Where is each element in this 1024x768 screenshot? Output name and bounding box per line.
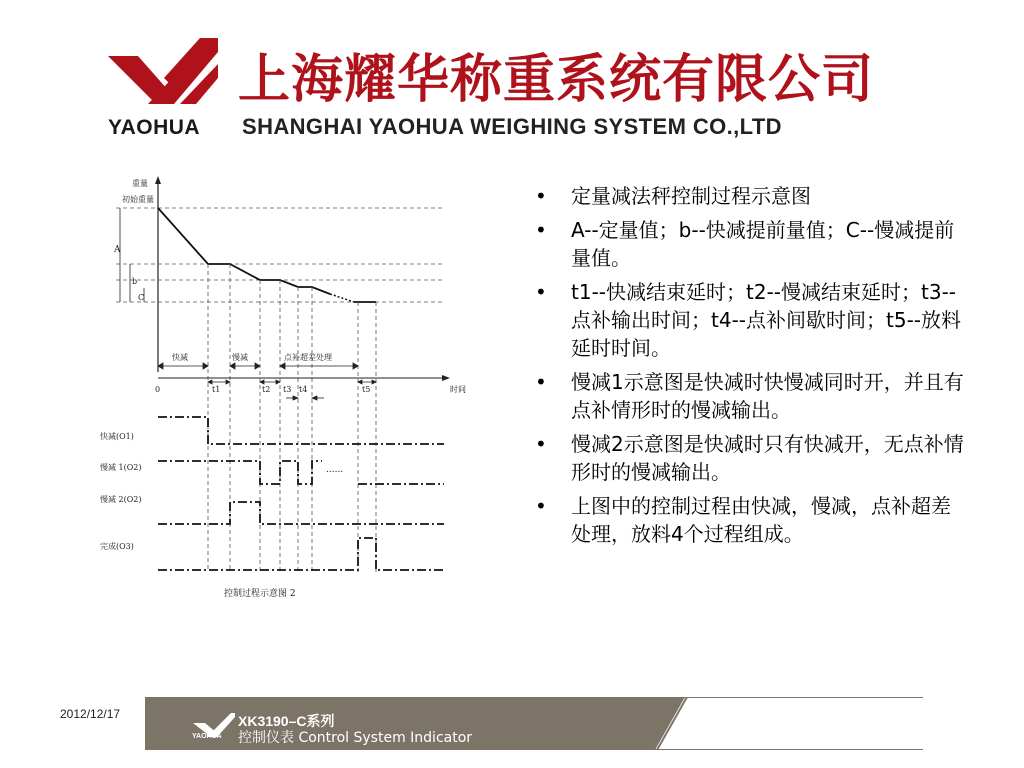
footer-product: XK3190–C系列 xyxy=(238,713,335,729)
t5-label: t5 xyxy=(362,385,371,394)
signal-discharge-trace xyxy=(158,538,444,570)
list-item: • t1--快减结束延时；t2--慢减结束延时；t3--点补输出时间；t4--点补间歇时间；t5--放料延时时间。 xyxy=(535,280,961,360)
list-item: • A--定量值；b--快减提前量值；C--慢减提前量值。 xyxy=(535,218,955,270)
dim-b-label: b xyxy=(132,277,138,286)
signal-slow2-label: 慢减 2(O2) xyxy=(100,495,142,504)
signal-fast-label: 快减(O1) xyxy=(100,432,134,441)
diagram-caption: 控制过程示意图 2 xyxy=(224,589,296,599)
signal-slow1-dots: ...... xyxy=(326,465,344,475)
control-process-diagram xyxy=(100,172,480,612)
list-item: • 上图中的控制过程由快减，慢减，点补超差处理，放料4个过程组成。 xyxy=(535,494,951,546)
footer-brand: YAOHUA xyxy=(192,733,222,740)
signal-slow1-label: 慢减 1(O2) xyxy=(100,463,142,472)
t3-label: t3 xyxy=(283,385,292,394)
dim-c-label: C xyxy=(138,293,145,302)
t0-label: 0 xyxy=(155,385,161,394)
weight-curve xyxy=(158,208,330,294)
t4-label: t4 xyxy=(299,385,308,394)
logo-text: YAOHUA xyxy=(108,116,201,139)
list-item: • 慢减1示意图是快减时快慢减同时开，并且有点补情形时的慢减输出。 xyxy=(535,370,964,422)
y-axis-label: 重量 xyxy=(132,179,148,188)
time-axis-arrow-icon xyxy=(442,375,450,381)
time-markers xyxy=(208,264,376,572)
signal-slow2-trace xyxy=(158,502,444,524)
company-name-en: SHANGHAI YAOHUA WEIGHING SYSTEM CO.,LTD xyxy=(242,114,782,139)
phase-fast-label: 快减 xyxy=(172,353,188,362)
reference-lines xyxy=(116,208,445,302)
signal-discharge-label: 完成(O3) xyxy=(100,542,134,551)
initial-weight-label: 初始重量 xyxy=(122,195,154,204)
t2-label: t2 xyxy=(262,385,271,394)
company-name-cn: 上海耀华称重系统有限公司 xyxy=(238,50,875,110)
y-axis-arrow-icon xyxy=(155,176,161,184)
footer-product-desc: 控制仪表 Control System Indicator xyxy=(238,730,473,746)
yaohua-logo-icon xyxy=(108,38,218,112)
signal-fast-trace xyxy=(158,417,444,444)
page-header xyxy=(0,0,1024,160)
time-axis-label: 时间 xyxy=(450,385,466,394)
list-item: • 慢减2示意图是快减时只有快减开，无点补情形时的慢减输出。 xyxy=(535,432,964,484)
t1-label: t1 xyxy=(212,385,221,394)
explanation-list xyxy=(535,182,965,554)
list-item: • 定量减法秤控制过程示意图 xyxy=(535,184,811,208)
dim-a-label: A xyxy=(114,245,121,255)
phase-point-label: 点补超差处理 xyxy=(284,353,332,362)
signal-slow1-trace xyxy=(158,461,322,484)
slide-date: 2012/12/17 xyxy=(60,707,121,721)
phase-slow-label: 慢减 xyxy=(232,353,248,362)
